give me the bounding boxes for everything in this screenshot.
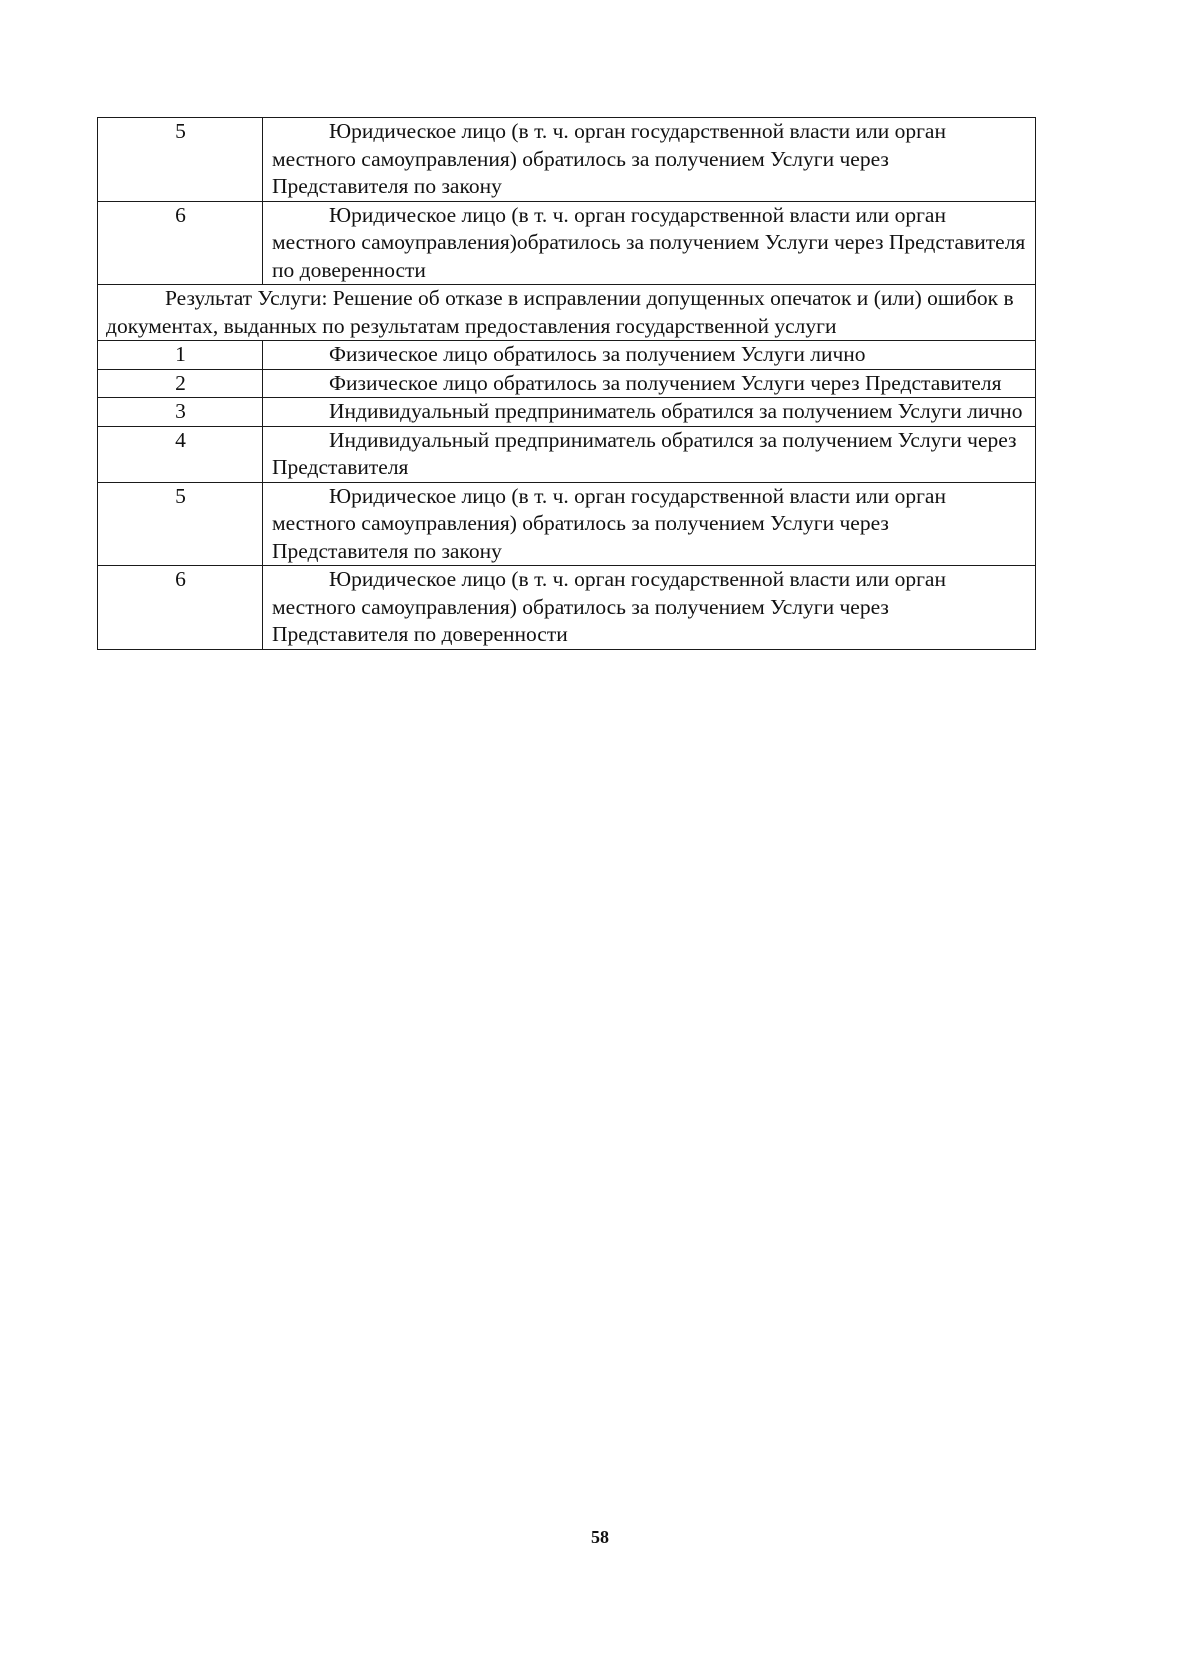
table-row — [98, 369, 1036, 398]
row-description — [263, 482, 1036, 566]
row-description — [263, 566, 1036, 650]
table-row — [98, 482, 1036, 566]
row-description — [263, 398, 1036, 427]
row-number: 5 — [98, 482, 263, 566]
row-description-text: Индивидуальный предприниматель обратился за получением Услуги лично — [329, 399, 1023, 423]
table-row — [98, 566, 1036, 650]
row-description-text: Юридическое лицо (в т. ч. орган государственной власти или орган местного самоуправления) обратилось за получением Услуги через Представителя по доверенности — [272, 567, 946, 646]
row-description-text: Юридическое лицо (в т. ч. орган государственной власти или орган местного самоуправления) обратилось за получением Услуги через Представителя по закону — [272, 483, 946, 563]
table-row — [98, 201, 1036, 285]
variants-table — [97, 117, 1036, 650]
row-description — [263, 118, 1036, 202]
section-header-row — [98, 285, 1036, 341]
row-description-text: Юридическое лицо (в т. ч. орган государственной власти или орган местного самоуправления)обратилось за получением Услуги через Представителя по доверенности — [272, 202, 1026, 282]
section-header-cell — [98, 285, 1036, 341]
page-number: 58 — [591, 1527, 609, 1547]
row-number: 6 — [98, 201, 263, 285]
row-number: 6 — [98, 566, 263, 650]
row-number: 2 — [98, 369, 263, 398]
row-description-text: Юридическое лицо (в т. ч. орган государственной власти или орган местного самоуправления) обратилось за получением Услуги через Представителя по закону — [272, 119, 946, 198]
row-description — [263, 201, 1036, 285]
row-number: 3 — [98, 398, 263, 427]
row-description-text: Физическое лицо обратилось за получением Услуги через Представителя — [329, 370, 1002, 395]
table-row — [98, 341, 1036, 370]
section-title: Результат Услуги: Решение об отказе в исправлении допущенных опечаток и (или) ошибок в документах, выданных по результатам предоставления государственной услуги — [106, 286, 1014, 338]
table-row — [98, 398, 1036, 427]
row-description-text: Индивидуальный предприниматель обратился за получением Услуги через Представителя — [272, 427, 1017, 479]
row-number: 1 — [98, 341, 263, 370]
row-description — [263, 426, 1036, 482]
table-row — [98, 118, 1036, 202]
row-number: 5 — [98, 118, 263, 202]
row-description — [263, 341, 1036, 370]
table-row — [98, 426, 1036, 482]
row-description-text: Физическое лицо обратилось за получением Услуги лично — [329, 342, 866, 366]
row-description — [263, 369, 1036, 398]
row-number: 4 — [98, 426, 263, 482]
